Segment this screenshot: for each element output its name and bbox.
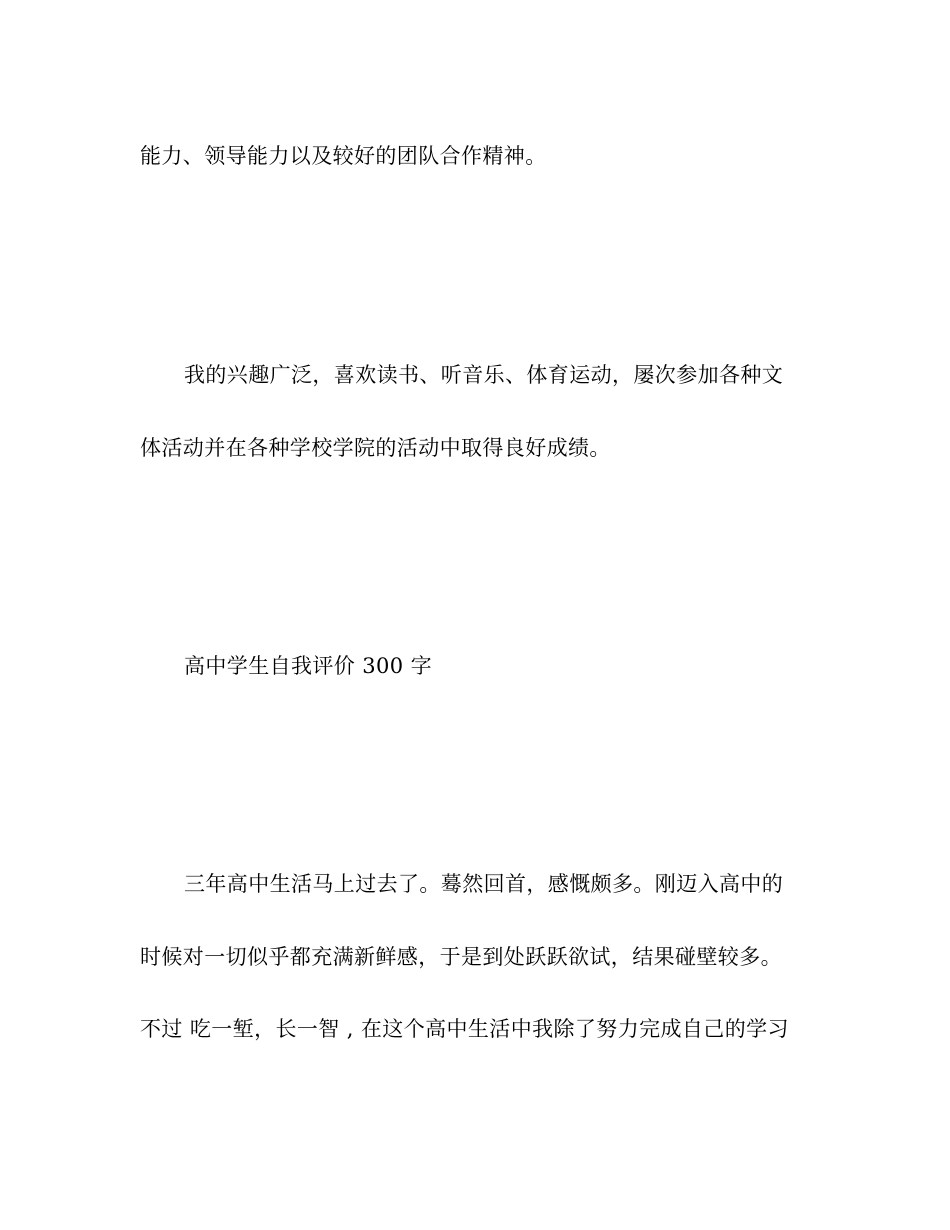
- paragraph-4-line-3: 不过 吃一堑，长一智 , 在这个高中生活中我除了努力完成自己的学习: [140, 1017, 789, 1041]
- paragraph-2-line-1: 我的兴趣广泛，喜欢读书、听音乐、体育运动，屡次参加各种文: [184, 363, 784, 387]
- paragraph-1-line-1: 能力、领导能力以及较好的团队合作精神。: [140, 144, 547, 168]
- paragraph-4-line-1: 三年高中生活马上过去了。蓦然回首，感慨颇多。刚迈入高中的: [184, 872, 784, 896]
- paragraph-4-line-2: 时候对一切似乎都充满新鲜感，于是到处跃跃欲试，结果碰壁较多。: [140, 945, 782, 969]
- section-heading: 高中学生自我评价 300 字: [184, 654, 433, 678]
- paragraph-2-line-2: 体活动并在各种学校学院的活动中取得良好成绩。: [140, 436, 611, 460]
